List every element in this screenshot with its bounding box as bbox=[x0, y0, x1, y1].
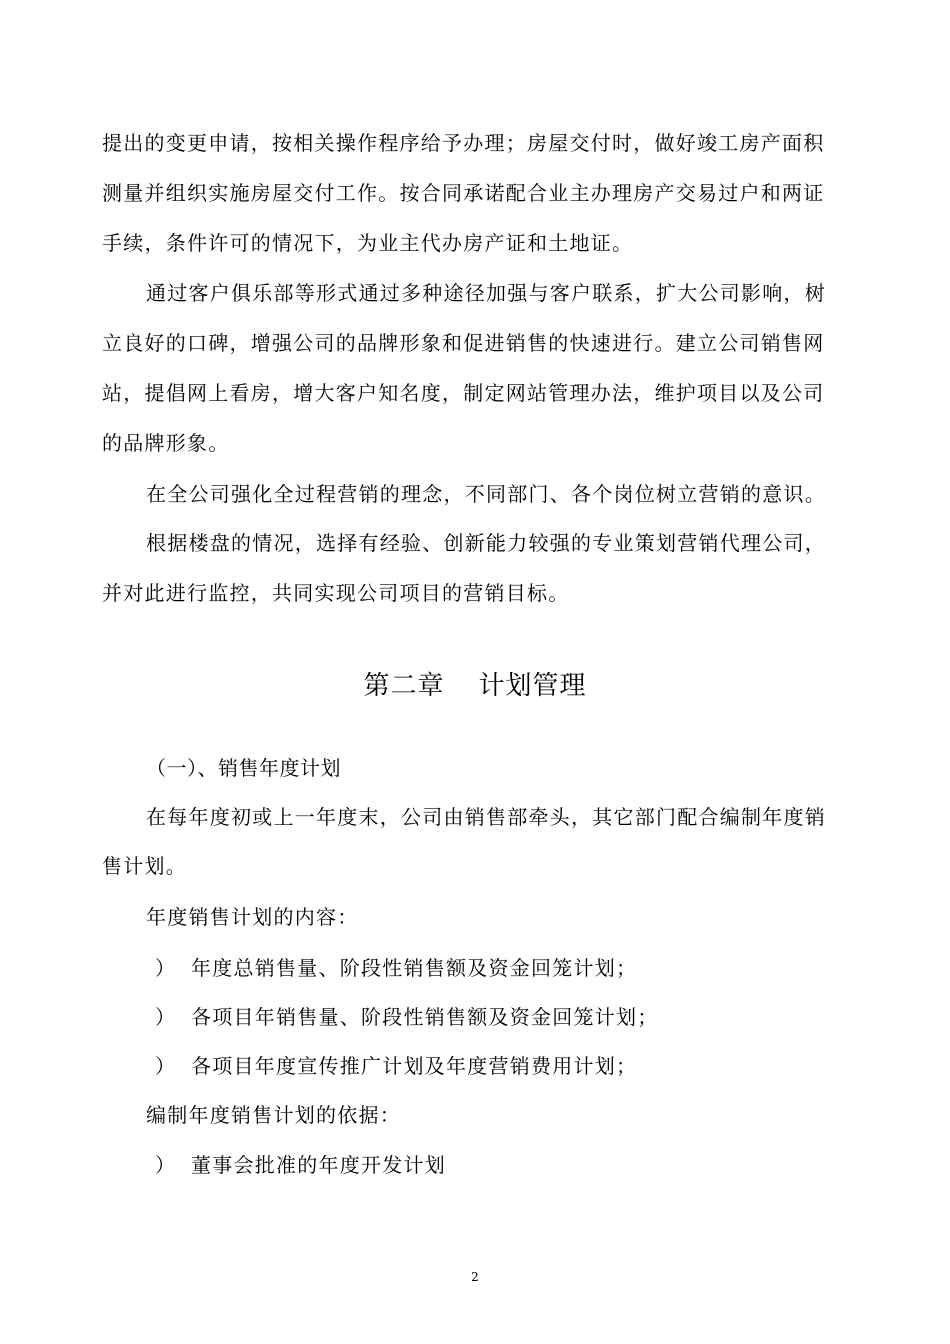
paragraph-line: 售计划。 bbox=[102, 854, 187, 878]
paragraph-line: 根据楼盘的情况，选择有经验、创新能力较强的专业策划营销代理公司， bbox=[146, 531, 826, 555]
paragraph-line: 在每年度初或上一年度末，公司由销售部牵头，其它部门配合编制年度销 bbox=[146, 805, 826, 829]
list-item bbox=[155, 1152, 446, 1178]
paragraph-line: 测量并组织实施房屋交付工作。按合同承诺配合业主办理房产交易过户和两证 bbox=[102, 181, 825, 205]
list-label: 编制年度销售计划的依据： bbox=[146, 1103, 401, 1127]
list-label: 年度销售计划的内容： bbox=[146, 905, 359, 929]
list-item bbox=[155, 955, 637, 981]
list-item-text: 各项目年销售量、阶段性销售额及资金回笼计划； bbox=[191, 1005, 659, 1029]
paragraph-line: 并对此进行监控，共同实现公司项目的营销目标。 bbox=[102, 581, 570, 605]
paragraph-line: 的品牌形象。 bbox=[102, 431, 230, 455]
list-item bbox=[155, 1004, 659, 1030]
list-bullet: ） bbox=[155, 1005, 177, 1029]
list-bullet: ） bbox=[155, 1153, 177, 1177]
section-heading: （一）、销售年度计划 bbox=[146, 756, 341, 780]
paragraph-line: 通过客户俱乐部等形式通过多种途径加强与客户联系，扩大公司影响，树 bbox=[146, 281, 826, 305]
paragraph-line: 提出的变更申请，按相关操作程序给予办理；房屋交付时，做好竣工房产面积 bbox=[102, 131, 825, 155]
list-bullet: ） bbox=[155, 956, 177, 980]
list-bullet: ） bbox=[155, 1054, 177, 1078]
list-item bbox=[155, 1053, 637, 1079]
list-item-text: 董事会批准的年度开发计划 bbox=[191, 1153, 446, 1177]
paragraph-line: 手续，条件许可的情况下，为业主代办房产证和土地证。 bbox=[102, 231, 634, 255]
chapter-title: 计划管理 bbox=[478, 671, 587, 701]
list-item-text: 年度总销售量、阶段性销售额及资金回笼计划； bbox=[191, 956, 638, 980]
paragraph-line: 在全公司强化全过程营销的理念，不同部门、各个岗位树立营销的意识。 bbox=[146, 482, 826, 506]
chapter-heading bbox=[0, 668, 950, 704]
page-number: 2 bbox=[471, 1270, 479, 1284]
paragraph-line: 立良好的口碑，增强公司的品牌形象和促进销售的快速进行。建立公司销售网 bbox=[102, 331, 825, 355]
chapter-number: 第二章 bbox=[363, 671, 445, 701]
list-item-text: 各项目年度宣传推广计划及年度营销费用计划； bbox=[191, 1054, 638, 1078]
paragraph-line: 站，提倡网上看房，增大客户知名度，制定网站管理办法，维护项目以及公司 bbox=[102, 381, 825, 405]
